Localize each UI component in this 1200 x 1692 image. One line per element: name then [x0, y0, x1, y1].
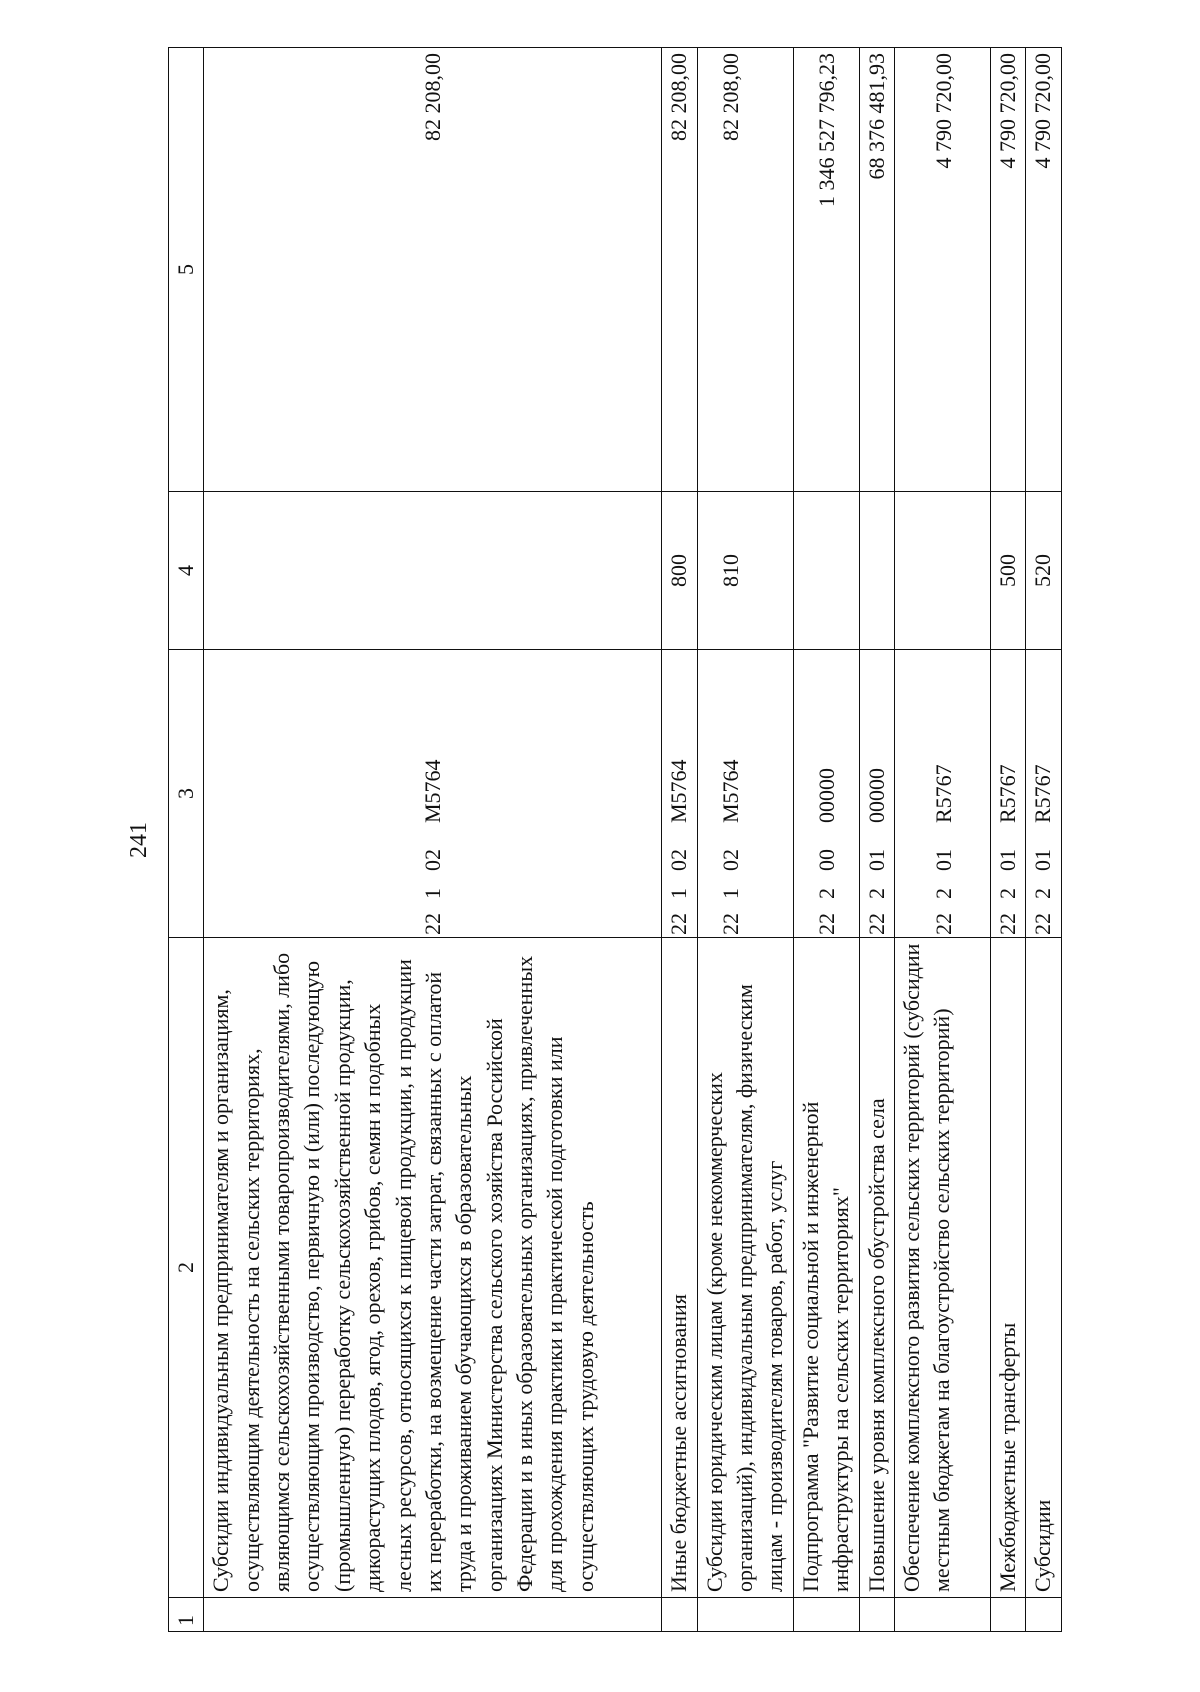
row-amount-cell: 82 208,00 [204, 48, 662, 492]
row-number-cell [697, 1598, 793, 1632]
code-program: 22 [994, 913, 1020, 935]
code-subprogram: 2 [930, 888, 956, 899]
row-number-cell [894, 1598, 990, 1632]
row-amount-cell: 68 376 481,93 [859, 48, 894, 492]
code-program: 22 [666, 913, 692, 935]
row-code-cell [1026, 650, 1061, 938]
row-vr-cell [859, 492, 894, 650]
budget-table [168, 47, 1062, 1632]
code-direction: 00000 [813, 768, 839, 823]
row-name-cell: Подпрограмма "Развитие социальной и инженерной инфраструктуры на сельских территориях" [793, 938, 859, 1598]
header-col-3: 3 [169, 650, 204, 938]
row-vr-cell [894, 492, 990, 650]
row-code-cell [859, 650, 894, 938]
row-vr-cell: 500 [990, 492, 1025, 650]
code-event: 01 [930, 849, 956, 871]
header-col-2: 2 [169, 938, 204, 1598]
code-subprogram: 1 [419, 888, 445, 899]
code-subprogram: 1 [666, 888, 692, 899]
code-program: 22 [1030, 913, 1056, 935]
row-code-cell [204, 650, 662, 938]
code-direction: R5767 [1030, 764, 1056, 823]
table-row [204, 48, 662, 1632]
table-row [697, 48, 793, 1632]
row-code-cell [662, 650, 697, 938]
row-number-cell [1026, 1598, 1061, 1632]
row-name-cell: Субсидии индивидуальным предпринимателям и организациям, осуществляющим деятельность на сельских территориях, являющимся сельскохозяйственными товаропроизводителями, либо осуществляющим производство, первичную и (или) последующую (промышленную) переработку сельскохозяйственной продукции, дикорастущих плодов, ягод, орехов, грибов, семян и подобных лесных ресурсов, относящихся к пищевой продукции, и продукции их переработки, на возмещение части затрат, связанных с оплатой труда и проживанием обучающихся в образовательных организациях Министерства сельского хозяйства Российской Федерации и в иных образовательных организациях, привлеченных для прохождения практики и практической подготовки или осуществляющих трудовую деятельность [204, 938, 662, 1598]
code-subprogram: 2 [813, 888, 839, 899]
row-vr-cell: 810 [697, 492, 793, 650]
row-number-cell [204, 1598, 662, 1632]
row-name-cell: Обеспечение комплексного развития сельских территорий (субсидии местным бюджетам на благоустройство сельских территорий) [894, 938, 990, 1598]
code-subprogram: 2 [863, 888, 889, 899]
code-program: 22 [717, 913, 743, 935]
table-row [1026, 48, 1061, 1632]
row-amount-cell: 82 208,00 [662, 48, 697, 492]
header-col-4: 4 [169, 492, 204, 650]
code-event: 01 [994, 849, 1020, 871]
row-vr-cell: 800 [662, 492, 697, 650]
code-event: 01 [863, 849, 889, 871]
row-name-cell: Субсидии юридическим лицам (кроме некоммерческих организаций), индивидуальным предпринимателям, физическим лицам - производителям товаров, работ, услуг [697, 938, 793, 1598]
code-event: 02 [717, 849, 743, 871]
row-code-cell [697, 650, 793, 938]
code-event: 00 [813, 849, 839, 871]
row-amount-cell: 82 208,00 [697, 48, 793, 492]
code-direction: 00000 [863, 768, 889, 823]
row-number-cell [859, 1598, 894, 1632]
table-row [793, 48, 859, 1632]
code-direction: M5764 [419, 759, 445, 823]
code-direction: M5764 [717, 759, 743, 823]
header-col-5: 5 [169, 48, 204, 492]
row-amount-cell: 4 790 720,00 [990, 48, 1025, 492]
code-program: 22 [419, 913, 445, 935]
row-code-cell [894, 650, 990, 938]
code-subprogram: 1 [717, 888, 743, 899]
row-name-cell: Иные бюджетные ассигнования [662, 938, 697, 1598]
code-direction: M5764 [666, 759, 692, 823]
rotated-page [120, 48, 1068, 1632]
row-name-cell: Повышение уровня комплексного обустройства села [859, 938, 894, 1598]
code-subprogram: 2 [1030, 888, 1056, 899]
code-program: 22 [930, 913, 956, 935]
code-event: 02 [666, 849, 692, 871]
table-row [859, 48, 894, 1632]
row-code-cell [990, 650, 1025, 938]
row-name-cell: Субсидии [1026, 938, 1061, 1598]
header-col-1: 1 [169, 1598, 204, 1632]
code-direction: R5767 [994, 764, 1020, 823]
row-amount-cell: 4 790 720,00 [1026, 48, 1061, 492]
row-amount-cell: 4 790 720,00 [894, 48, 990, 492]
table-row [894, 48, 990, 1632]
row-number-cell [662, 1598, 697, 1632]
row-name-cell: Межбюджетные трансферты [990, 938, 1025, 1598]
row-code-cell [793, 650, 859, 938]
code-program: 22 [813, 913, 839, 935]
row-vr-cell [204, 492, 662, 650]
header-row [169, 48, 204, 1632]
code-program: 22 [863, 913, 889, 935]
table-row [662, 48, 697, 1632]
code-direction: R5767 [930, 764, 956, 823]
code-event: 02 [419, 849, 445, 871]
code-event: 01 [1030, 849, 1056, 871]
row-vr-cell [793, 492, 859, 650]
page-number: 241 [126, 822, 152, 858]
row-number-cell [990, 1598, 1025, 1632]
row-vr-cell: 520 [1026, 492, 1061, 650]
table-row [990, 48, 1025, 1632]
row-amount-cell: 1 346 527 796,23 [793, 48, 859, 492]
code-subprogram: 2 [994, 888, 1020, 899]
row-number-cell [793, 1598, 859, 1632]
